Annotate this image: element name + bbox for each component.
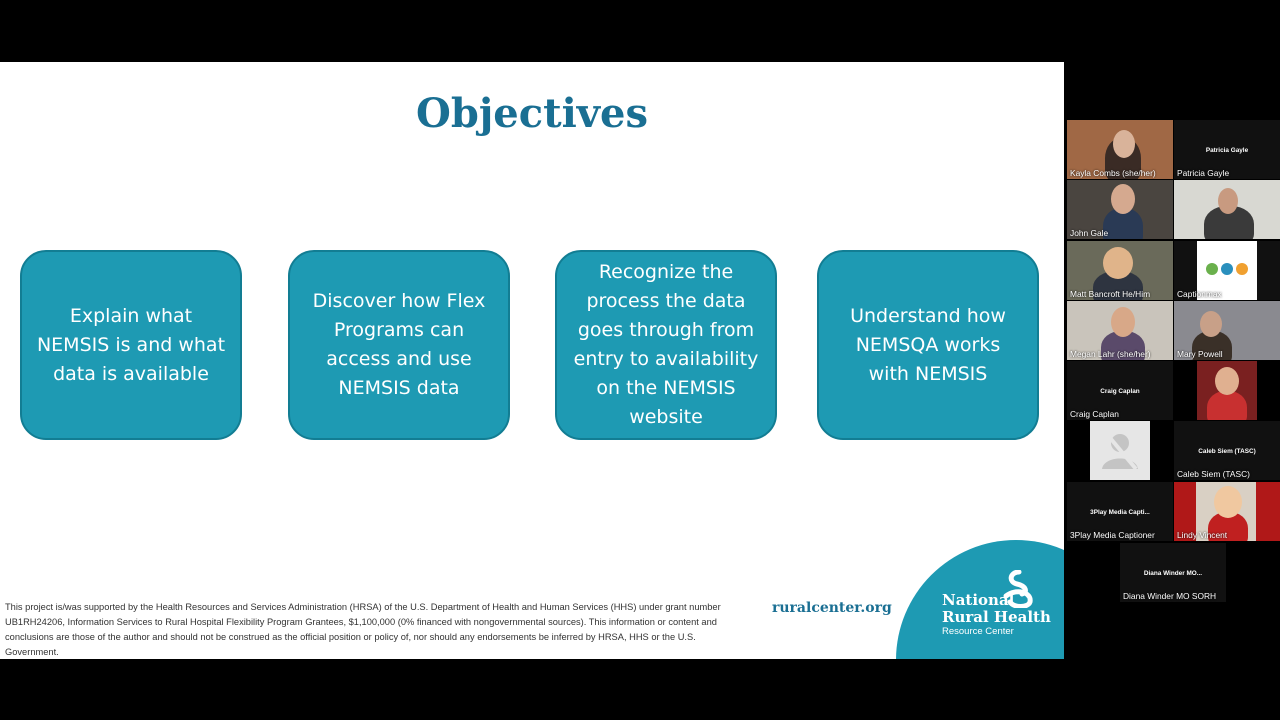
slide-title: Objectives — [416, 90, 648, 137]
participant-tile[interactable] — [1067, 120, 1173, 179]
no-video-avatar-icon — [1090, 421, 1150, 480]
objective-line: Programs can — [333, 319, 465, 341]
participant-avatar-label: Caleb Siem (TASC) — [1198, 448, 1256, 455]
participant-tile[interactable] — [1067, 361, 1173, 420]
objective-line: Discover how Flex — [312, 290, 486, 312]
participant-tile[interactable] — [1120, 543, 1226, 602]
objective-line: website — [629, 406, 703, 428]
participant-avatar-label: 3Play Media Capti... — [1090, 509, 1150, 516]
participant-name: Caleb Siem (TASC) — [1177, 469, 1250, 479]
participant-name: Megan Lahr (she/her) — [1070, 349, 1151, 359]
objective-card-4 — [817, 250, 1039, 440]
objective-line: NEMSQA works — [855, 333, 1001, 356]
objective-card-2 — [288, 250, 510, 440]
presentation-slide — [0, 62, 1064, 659]
participant-name: John Gale — [1070, 228, 1109, 238]
participant-tile[interactable] — [1174, 180, 1280, 239]
participant-tile[interactable] — [1067, 482, 1173, 541]
objective-line: on the NEMSIS — [596, 377, 736, 399]
logo-wordmark — [942, 592, 1051, 638]
participant-tile[interactable] — [1174, 421, 1280, 480]
objective-line: NEMSIS is and what — [36, 333, 226, 356]
participant-tile[interactable] — [1197, 361, 1257, 420]
objective-card-3 — [555, 250, 777, 440]
objective-card-1 — [20, 250, 242, 440]
participant-name: Captionmax — [1177, 289, 1222, 299]
website-url: ruralcenter.org — [772, 600, 892, 616]
objective-line: NEMSIS data — [338, 377, 460, 399]
objective-line: Understand how — [850, 304, 1006, 327]
participant-name: Lindy Vincent — [1177, 530, 1228, 540]
funding-disclaimer: This project is/was supported by the Health Resources and Services Administration (HRSA) of the U.S. Department of Health and Human Services (HHS) under grant number UB1RH24206, Information Services to Rural Hospital Flexibility Program Grantees, $1,100,000 (0% financed with nongovernmental sources). This information or content and conclusions are those of the author and should not be construed as the official position or policy of, nor should any endorsements be inferred by HRSA, HHS or the U.S. Government. — [5, 602, 721, 657]
participant-tile[interactable] — [1067, 301, 1173, 360]
logo-subline: Resource Center — [942, 626, 1014, 637]
participant-tile[interactable] — [1174, 482, 1280, 541]
participant-name: Patricia Gayle — [1177, 168, 1230, 178]
objective-line: with NEMSIS — [868, 362, 988, 385]
objective-line: Recognize the — [598, 261, 734, 283]
objective-line: access and use — [326, 348, 472, 370]
participant-avatar-label: Diana Winder MO... — [1143, 570, 1203, 577]
participant-tile[interactable] — [1067, 241, 1173, 300]
participant-name: Craig Caplan — [1070, 409, 1119, 419]
participant-avatar-label: Craig Caplan — [1100, 388, 1140, 395]
participant-tile[interactable] — [1090, 421, 1150, 480]
logo-line: National — [942, 591, 1015, 609]
participant-tile[interactable] — [1174, 301, 1280, 360]
objective-line: entry to availability — [573, 348, 759, 370]
objective-line: data is available — [53, 362, 209, 385]
objective-line: Explain what — [69, 304, 193, 327]
objective-line: goes through from — [577, 319, 755, 341]
participant-name: Mary Powell — [1177, 349, 1223, 359]
participant-tile[interactable] — [1174, 120, 1280, 179]
participant-name: Matt Bancroft He/Him — [1070, 289, 1151, 299]
participant-tile[interactable] — [1067, 180, 1173, 239]
objective-line: process the data — [586, 290, 746, 312]
logo-line: Rural Health — [942, 608, 1051, 626]
participant-name: 3Play Media Captioner — [1070, 530, 1155, 540]
participant-avatar-label: Patricia Gayle — [1205, 147, 1249, 154]
participant-name: Diana Winder MO SORH — [1123, 591, 1217, 601]
participant-tile[interactable] — [1174, 241, 1280, 300]
participant-name: Kayla Combs (she/her) — [1070, 168, 1156, 178]
